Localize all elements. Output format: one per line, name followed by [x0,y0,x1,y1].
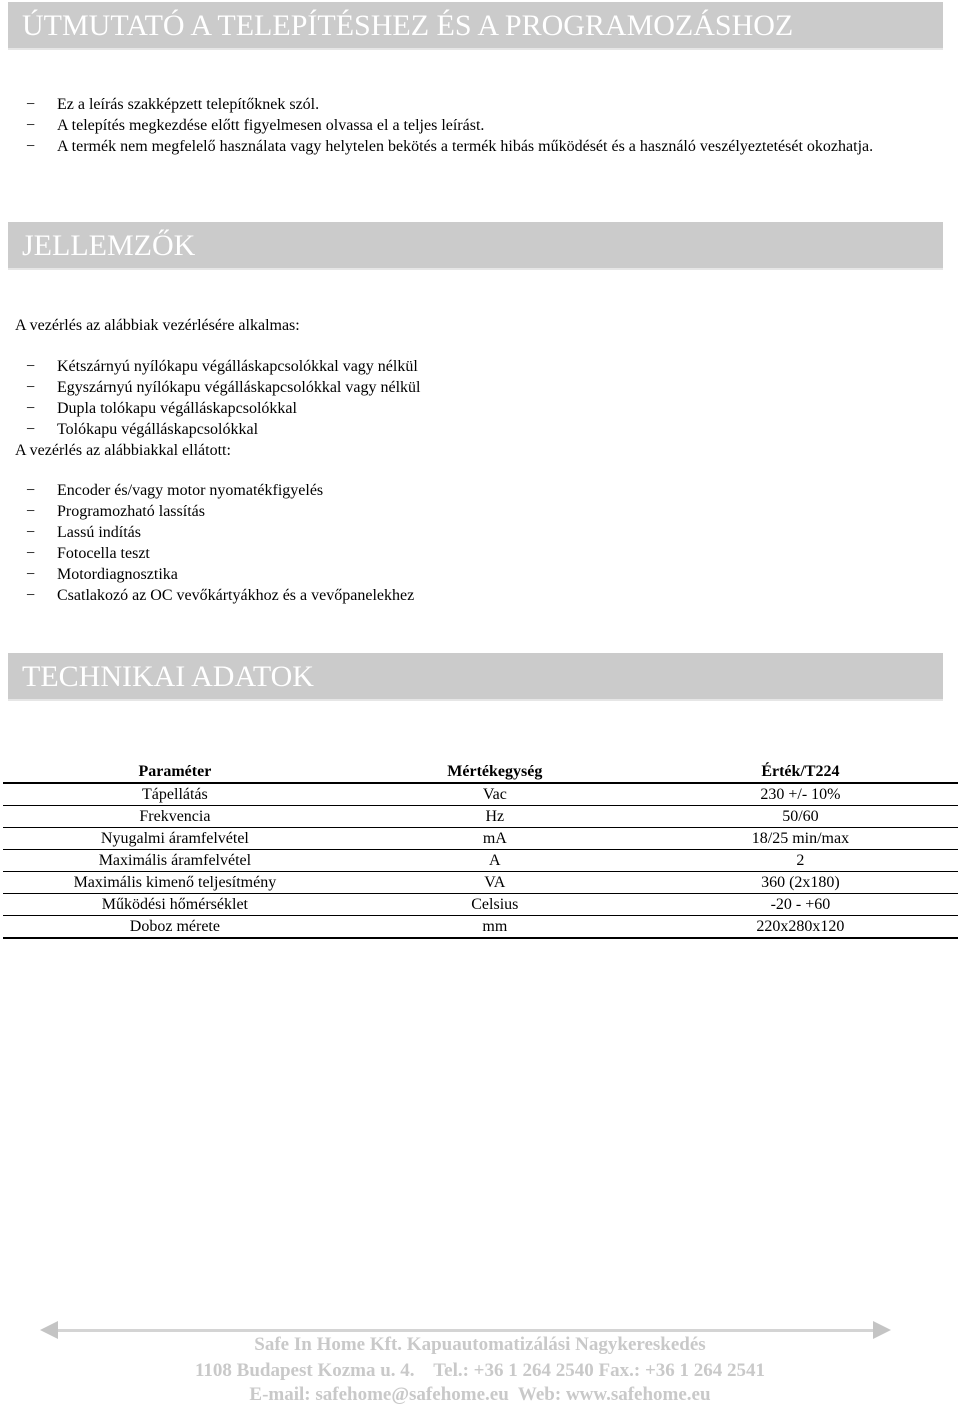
table-cell: Hz [347,806,643,828]
table-header-row [3,761,958,783]
list-item: − Dupla tolókapu végálláskapcsolókkal [26,400,297,417]
dash-bullet-icon: − [26,503,36,520]
column-header-value: Érték/T224 [643,761,958,783]
table-cell: 230 +/- 10% [643,783,958,806]
table-row [3,872,958,894]
list-item: − Kétszárnyú nyílókapu végálláskapcsolókkal vagy nélkül [26,358,418,375]
equipped-list [26,480,414,606]
table-cell: 50/60 [643,806,958,828]
table-cell: Doboz mérete [3,916,347,939]
table-cell: Maximális áramfelvétel [3,850,347,872]
table-row [3,828,958,850]
list-item: − Encoder és/vagy motor nyomatékfigyelés [26,482,324,499]
table-row [3,783,958,806]
intro-list [26,94,937,157]
table-cell: Frekvencia [3,806,347,828]
dash-bullet-icon: − [26,138,36,155]
list-item: − A telepítés megkezdése előtt figyelmesen olvassa el a teljes leírást. [26,117,485,134]
list-item: − Egyszárnyú nyílókapu végálláskapcsolókkal vagy nélkül [26,379,421,396]
table-row [3,916,958,939]
table-cell: mA [347,828,643,850]
dash-bullet-icon: − [26,358,36,375]
column-header-parameter: Paraméter [3,761,347,783]
table-cell: Celsius [347,894,643,916]
table-cell: Tápellátás [3,783,347,806]
dash-bullet-icon: − [26,421,36,438]
table-cell: 2 [643,850,958,872]
table-cell: -20 - +60 [643,894,958,916]
table-cell: Működési hőmérséklet [3,894,347,916]
table-cell: 18/25 min/max [643,828,958,850]
list-item: − Tolókapu végálláskapcsolókkal [26,421,259,438]
dash-bullet-icon: − [26,96,36,113]
tech-title: TECHNIKAI ADATOK [22,660,314,693]
footer-divider [58,1329,873,1332]
footer-company: Safe In Home Kft. Kapuautomatizálási Nagykereskedés [254,1334,706,1355]
table-cell: Nyugalmi áramfelvétel [3,828,347,850]
table-cell: Vac [347,783,643,806]
tech-banner [8,653,943,701]
dash-bullet-icon: − [26,117,36,134]
table-cell: VA [347,872,643,894]
features-title: JELLEMZŐK [22,229,196,262]
footer-contact: E-mail: safehome@safehome.eu Web: www.safehome.eu [249,1384,711,1405]
dash-bullet-icon: − [26,545,36,562]
equipped-heading: A vezérlés az alábbiakkal ellátott: [15,442,231,459]
list-item: − Ez a leírás szakképzett telepítőknek szól. [26,96,320,113]
table-cell: A [347,850,643,872]
suitable-heading: A vezérlés az alábbiak vezérlésére alkalmas: [15,317,300,334]
list-item: − A termék nem megfelelő használata vagy helytelen bekötés a termék hibás működését és a használó veszélyeztetését okozhatja. [26,138,874,155]
dash-bullet-icon: − [26,566,36,583]
table-cell: mm [347,916,643,939]
page-title: ÚTMUTATÓ A TELEPÍTÉSHEZ ÉS A PROGRAMOZÁSHOZ [22,9,794,42]
dash-bullet-icon: − [26,524,36,541]
dash-bullet-icon: − [26,587,36,604]
tech-data-table [3,761,958,939]
features-banner [8,222,943,270]
page-title-banner [8,2,943,50]
table-cell: 360 (2x180) [643,872,958,894]
table-cell: Maximális kimenő teljesítmény [3,872,347,894]
table-cell: 220x280x120 [643,916,958,939]
table-row [3,806,958,828]
dash-bullet-icon: − [26,379,36,396]
footer-address: 1108 Budapest Kozma u. 4. Tel.: +36 1 264 2540 Fax.: +36 1 264 2541 [194,1360,766,1381]
table-row [3,894,958,916]
list-item: − Fotocella teszt [26,545,150,562]
list-item: − Csatlakozó az OC vevőkártyákhoz és a vevőpanelekhez [26,587,415,604]
dash-bullet-icon: − [26,482,36,499]
table-row [3,850,958,872]
list-item: − Programozható lassítás [26,503,205,520]
list-item: − Motordiagnosztika [26,566,178,583]
list-item: − Lassú indítás [26,524,141,541]
column-header-unit: Mértékegység [347,761,643,783]
dash-bullet-icon: − [26,400,36,417]
suitable-list [26,356,420,440]
